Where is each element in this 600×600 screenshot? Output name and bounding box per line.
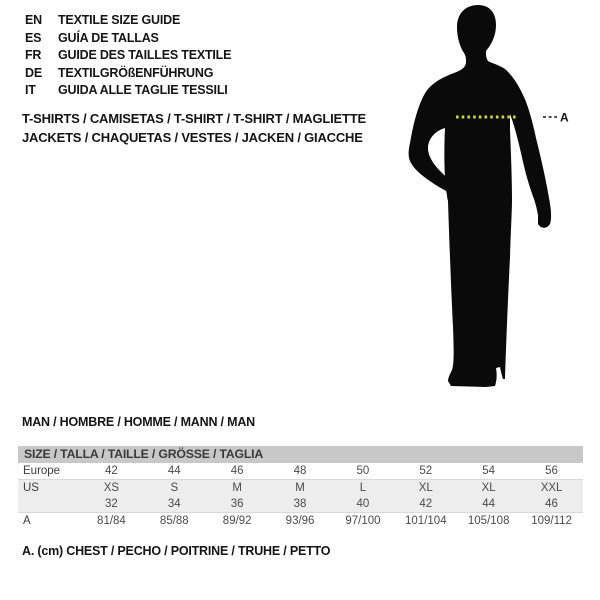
size-cell: 40 <box>332 496 395 513</box>
size-cell: 48 <box>269 463 332 480</box>
language-label: GUIDA ALLE TAGLIE TESSILI <box>58 83 228 98</box>
category-line-jackets: JACKETS / CHAQUETAS / VESTES / JACKEN / GIACCHE <box>22 129 363 145</box>
size-cell: 56 <box>520 463 583 480</box>
table-row-alt <box>18 496 583 513</box>
size-table-header: SIZE / TALLA / TAILLE / GRÖSSE / TAGLIA <box>18 446 583 463</box>
language-list <box>25 12 231 100</box>
language-label: GUÍA DE TALLAS <box>58 30 159 45</box>
size-cell: S <box>170 482 179 494</box>
size-cell: 109/112 <box>531 515 572 527</box>
section-title-man: MAN / HOMBRE / HOMME / MANN / MAN <box>22 415 255 429</box>
size-cell: 42 <box>80 463 143 480</box>
measure-label-a: A <box>560 110 569 125</box>
size-cell: 46 <box>206 463 269 480</box>
table-row-chest <box>18 513 583 530</box>
size-cell: 54 <box>457 463 520 480</box>
language-code: FR <box>25 48 42 63</box>
table-row-europe <box>18 463 583 480</box>
size-cell: XXL <box>540 482 563 494</box>
language-label: TEXTILGRÖßENFÜHRUNG <box>58 65 214 80</box>
language-label: TEXTILE SIZE GUIDE <box>58 13 181 27</box>
size-cell: 52 <box>394 463 457 480</box>
row-label: Europe <box>18 463 80 480</box>
size-cell: 44 <box>457 496 520 513</box>
size-cell: 44 <box>143 463 206 480</box>
size-cell: 46 <box>520 496 583 513</box>
language-row <box>25 47 231 65</box>
size-cell: M <box>295 482 305 494</box>
language-label: GUIDE DES TAILLES TEXTILE <box>58 48 232 63</box>
size-cell: M <box>232 482 242 494</box>
chest-measure-footnote: A. (cm) CHEST / PECHO / POITRINE / TRUHE / PETTO <box>22 544 331 558</box>
language-code: EN <box>25 13 42 27</box>
category-lines <box>22 110 366 147</box>
size-table <box>18 463 583 529</box>
size-cell: XL <box>481 482 496 494</box>
size-cell: L <box>359 482 367 494</box>
size-cell: 34 <box>143 496 206 513</box>
size-cell: 97/100 <box>345 515 381 527</box>
size-cell: 38 <box>269 496 332 513</box>
row-label: A <box>23 515 31 527</box>
language-row <box>25 65 231 83</box>
table-row-us <box>18 480 583 497</box>
size-cell: 101/104 <box>405 515 447 527</box>
size-cell: XL <box>418 482 433 494</box>
size-cell: 81/84 <box>97 515 126 527</box>
size-cell: 42 <box>394 496 457 513</box>
size-cell: 89/92 <box>222 515 252 527</box>
size-cell: 36 <box>206 496 269 513</box>
size-guide-section <box>18 446 583 529</box>
language-code: IT <box>25 83 36 98</box>
size-cell: 85/88 <box>159 515 189 527</box>
man-silhouette-figure <box>398 2 573 398</box>
language-row <box>25 12 231 30</box>
size-cell: 32 <box>80 496 143 513</box>
language-code: DE <box>25 65 42 80</box>
size-cell: 105/108 <box>467 515 510 527</box>
row-label <box>18 496 80 513</box>
man-silhouette <box>409 5 551 387</box>
row-label: US <box>23 482 39 494</box>
category-line-tshirts: T-SHIRTS / CAMISETAS / T-SHIRT / T-SHIRT / MAGLIETTE <box>22 111 366 126</box>
size-cell: 50 <box>332 463 395 480</box>
size-cell: 93/96 <box>285 515 315 527</box>
language-row <box>25 82 231 100</box>
language-row <box>25 30 231 48</box>
language-code: ES <box>25 30 42 45</box>
size-cell: XS <box>103 482 120 494</box>
